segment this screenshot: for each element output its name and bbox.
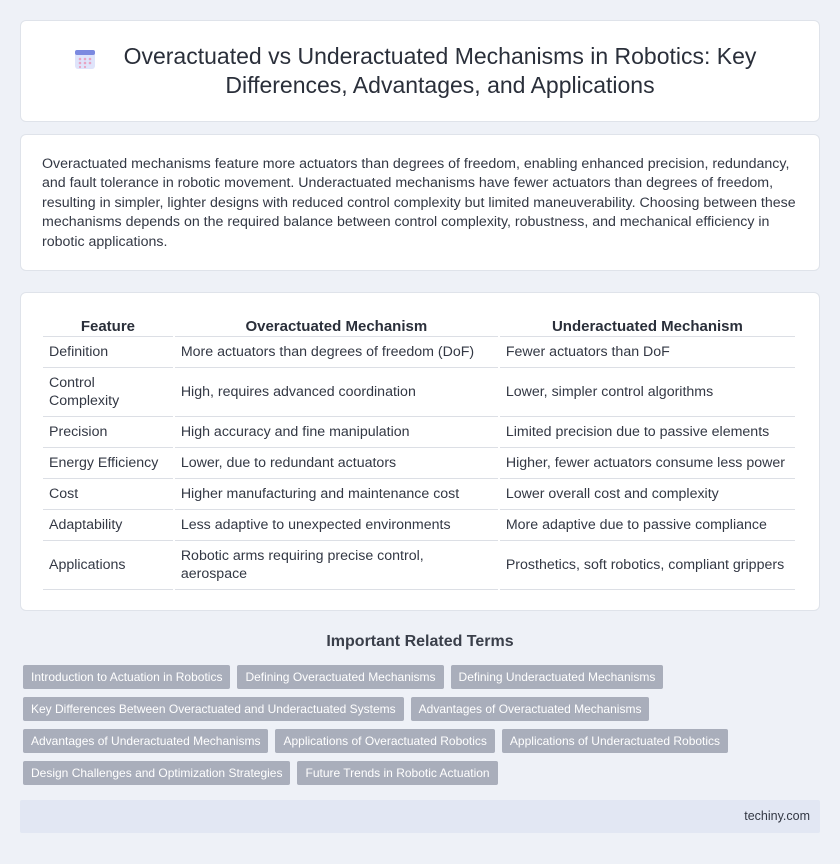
row-overactuated: Less adaptive to unexpected environments [175, 510, 498, 541]
related-term-tag[interactable]: Applications of Underactuated Robotics [502, 729, 728, 753]
row-feature: Applications [43, 541, 173, 590]
footer [20, 800, 820, 833]
row-underactuated: Fewer actuators than DoF [500, 337, 795, 368]
row-overactuated: Robotic arms requiring precise control, aerospace [175, 541, 498, 590]
comparison-card [20, 292, 820, 611]
intro-paragraph: Overactuated mechanisms feature more actuators than degrees of freedom, enabling enhanced precision, redundancy, and fault tolerance in robotic movement. Underactuated mechanisms have fewer actuators than degrees of freedom, resulting in simpler, lighter designs with reduced control complexity but limited maneuverability. Choosing between these mechanisms depends on the required balance between control complexity, robustness, and mechanical efficiency in robotic applications. [42, 156, 796, 250]
header-underactuated: Underactuated Mechanism [500, 315, 795, 337]
row-feature: Control Complexity [43, 368, 173, 417]
header-overactuated: Overactuated Mechanism [175, 315, 498, 337]
table-row [43, 510, 795, 541]
row-underactuated: More adaptive due to passive compliance [500, 510, 795, 541]
table-row [43, 448, 795, 479]
row-underactuated: Lower, simpler control algorithms [500, 368, 795, 417]
row-underactuated: Higher, fewer actuators consume less power [500, 448, 795, 479]
related-terms-list [23, 665, 783, 785]
related-term-tag[interactable]: Defining Underactuated Mechanisms [451, 665, 664, 689]
related-term-tag[interactable]: Defining Overactuated Mechanisms [237, 665, 443, 689]
table-row [43, 479, 795, 510]
row-overactuated: Lower, due to redundant actuators [175, 448, 498, 479]
row-overactuated: High accuracy and fine manipulation [175, 417, 498, 448]
footer-site: techiny.com [744, 809, 810, 823]
row-feature: Precision [43, 417, 173, 448]
row-overactuated: More actuators than degrees of freedom (DoF) [175, 337, 498, 368]
row-feature: Cost [43, 479, 173, 510]
row-underactuated: Prosthetics, soft robotics, compliant grippers [500, 541, 795, 590]
title-card [20, 20, 820, 122]
related-terms-title: Important Related Terms [326, 633, 514, 650]
row-underactuated: Lower overall cost and complexity [500, 479, 795, 510]
row-feature: Adaptability [43, 510, 173, 541]
header-feature: Feature [43, 315, 173, 337]
related-term-tag[interactable]: Design Challenges and Optimization Strategies [23, 761, 290, 785]
row-underactuated: Limited precision due to passive elements [500, 417, 795, 448]
table-row [43, 417, 795, 448]
row-overactuated: High, requires advanced coordination [175, 368, 498, 417]
page-title: Overactuated vs Underactuated Mechanisms in Robotics: Key Differences, Advantages, and Applications [123, 43, 757, 98]
row-feature: Definition [43, 337, 173, 368]
related-term-tag[interactable]: Key Differences Between Overactuated and Underactuated Systems [23, 697, 404, 721]
related-term-tag[interactable]: Introduction to Actuation in Robotics [23, 665, 230, 689]
table-header-row [43, 315, 795, 337]
comparison-table [41, 315, 797, 590]
related-term-tag[interactable]: Advantages of Overactuated Mechanisms [411, 697, 650, 721]
table-row [43, 368, 795, 417]
related-term-tag[interactable]: Applications of Overactuated Robotics [275, 729, 494, 753]
related-term-tag[interactable]: Advantages of Underactuated Mechanisms [23, 729, 268, 753]
related-term-tag[interactable]: Future Trends in Robotic Actuation [297, 761, 497, 785]
intro-card [20, 134, 820, 271]
table-row [43, 541, 795, 590]
table-row [43, 337, 795, 368]
row-overactuated: Higher manufacturing and maintenance cost [175, 479, 498, 510]
row-feature: Energy Efficiency [43, 448, 173, 479]
